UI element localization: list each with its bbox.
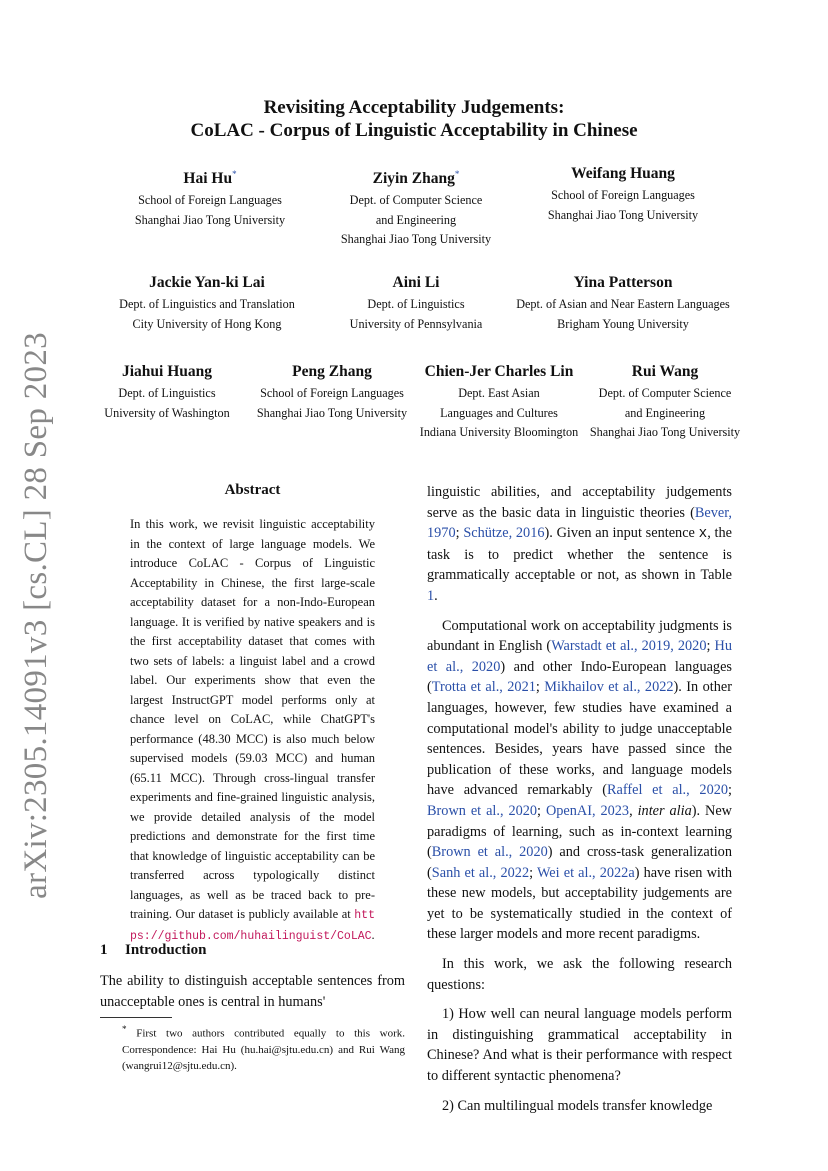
author-block [413,361,585,443]
author-affiliation: Shanghai Jiao Tong University [547,207,699,222]
author-affiliation: Dept. of Linguistics and Translation [119,297,295,311]
paper-title [0,96,828,142]
citation-link[interactable]: Warstadt et al., 2019, 2020 [551,638,707,655]
author-block [316,272,516,334]
author-affiliation: and Engineering [624,405,706,420]
author-affiliation: University of Washington [104,405,230,420]
author-affiliation: Dept. of Asian and Near Eastern Languages [516,297,730,311]
paragraph: In this work, we ask the following research questions: [427,956,732,993]
author-name: Hai Hu* [183,169,237,188]
author-name: Aini Li [392,274,440,291]
author-block [523,163,723,225]
title-line-1: Revisiting Acceptability Judgements: [263,97,565,118]
abstract-body: In this work, we revisit linguistic acceptability in the context of large language models. We introduce CoLAC - Corpus of Linguistic Acceptability in Chinese, the first large-scale acceptability dataset for a non-Indo-European language. It is verified by native speakers and is the first acceptability dataset that comes with two sets of labels: a linguist label and a crowd label. Our experiments show that even the largest InstructGPT model performs only at chance level on CoLAC, while ChatGPT's performance (48.30 MCC) is also much below supervised models (59.03 MCC) and human (65.11 MCC). Through cross-lingual transfer experiments and fine-grained linguistic analysis, we provide detailed analysis of the model predictions and demonstrate for the first time that knowledge of linguistic acceptability can be transferred across typologically distinct languages, as well as be traced back to pre-training. Our dataset is publicly available at https://github.com/huhailinguist/CoLAC. [130,517,375,943]
paragraph: 1) How well can neural language models perform in distinguishing grammatical acceptability in Chinese? And what is their performance with respect to different syntactic phenomena? [427,1006,732,1085]
footnote-rule [100,1017,172,1018]
abstract-text: In this work, we revisit linguistic acceptability in the context of large language models. We introduce CoLAC - Corpus of Linguistic Acceptability in Chinese, the first large-scale acceptability dataset for a non-Indo-European language. It is verified by native speakers and is the first acceptability dataset that comes with two sets of labels: a linguist label and a crowd label. Our experiments show that even the largest InstructGPT model performs only at chance level on CoLAC, while ChatGPT's performance (48.30 MCC) is also much below supervised models (59.03 MCC) and human (65.11 MCC). Through cross-lingual transfer experiments and fine-grained linguistic analysis, we provide detailed analysis of the model predictions and demonstrate for the first time that knowledge of linguistic acceptability can be transferred across typologically distinct languages, as well as be traced back to pre-training. Our dataset is publicly available at [130,517,375,921]
equal-contribution-mark: * [454,169,460,179]
author-affiliation: School of Foreign Languages [138,193,282,208]
author-name: Jiahui Huang [121,363,213,380]
intro-paragraph-left: The ability to distinguish acceptable sentences from unacceptable ones is central in humans' [100,973,405,1010]
dataset-link[interactable]: https://github.com/huhailinguist/CoLAC [130,909,375,943]
paragraph: Computational work on acceptability judgments is abundant in English (Warstadt et al., 2019, 2020; Hu et al., 2020) and other Indo-European languages (Trotta et al., 2021; Mikhailov et al., 2022). In other languages, however, few studies have examined a computational model's ability to judge unacceptable sentences. Besides, years have passed since the publication of these works, and language models have advanced remarkably (Raffel et al., 2020; Brown et al., 2020; OpenAI, 2023, inter alia). New paradigms of learning, such as in-context learning (Brown et al., 2020) and cross-task generalization (Sanh et al., 2022; Wei et al., 2022a) have risen with these new models, but acceptability judgements are yet to be systematically studied in the context of these larger models and more recent paradigms. [427,617,733,943]
footnote [100,1021,405,1074]
citation-link[interactable]: Bever, 1970 [427,504,732,542]
author-block [97,272,317,334]
equal-contribution-mark: * [232,169,237,179]
author-name: Ziyin Zhang* [372,169,460,188]
author-block [503,272,743,334]
title-line-2: CoLAC - Corpus of Linguistic Acceptability in Chinese [190,120,638,141]
citation-link[interactable]: Brown et al., 2020 [431,844,548,861]
footnote-text: First two authors contributed equally to this work. Correspondence: Hai Hu (hu.hai@sjtu.edu.cn) and Rui Wang (wangrui12@sjtu.edu.cn). [122,1027,405,1072]
author-name: Peng Zhang [292,363,372,380]
author-block [247,361,417,423]
section-title: Introduction [125,942,207,958]
citation-link[interactable]: Schütze, 2016 [463,525,545,542]
author-affiliation: Brigham Young University [557,316,689,331]
author-affiliation: Dept. of Linguistics [367,297,465,311]
math-variable: x [698,526,708,543]
citation-link[interactable]: Brown et al., 2020 [427,802,538,819]
table-ref-link[interactable]: 1 [427,587,435,604]
right-column [427,482,732,1125]
author-name: Jackie Yan-ki Lai [149,274,265,291]
citation-link[interactable]: Raffel et al., 2020 [607,782,729,799]
author-affiliation: Languages and Cultures [440,405,558,420]
author-affiliation: Shanghai Jiao Tong University [340,232,492,247]
author-affiliation: Shanghai Jiao Tong University [134,212,286,227]
author-block [585,361,745,443]
paragraph: 2) Can multilingual models transfer knowledge [442,1097,713,1114]
citation-link[interactable]: Mikhailov et al., 2022 [544,679,674,696]
author-affiliation: Dept. of Computer Science [598,386,732,400]
author-affiliation: Dept. East Asian [458,386,540,400]
author-affiliation: and Engineering [375,212,457,227]
section-heading [100,942,206,959]
citation-link[interactable]: Sanh et al., 2022 [431,864,530,881]
section-number: 1 [100,942,108,958]
author-affiliation: Indiana University Bloomington [419,425,579,439]
arxiv-id: arXiv:2305.14091v3 [cs.CL] 28 Sep 2023 [17,331,54,899]
author-affiliation: University of Pennsylvania [349,316,483,331]
citation-link[interactable]: Wei et al., 2022a [536,864,635,881]
author-name: Weifang Huang [571,165,675,182]
author-affiliation: School of Foreign Languages [260,386,404,400]
author-affiliation: School of Foreign Languages [551,188,695,202]
author-affiliation: Dept. of Computer Science [349,193,483,208]
paragraph: linguistic abilities, and acceptability judgements serve as the basic data in linguistic theories (Bever, 1970; Schütze, 2016). Given an input sentence x, the task is to predict whether the sentence is grammatically acceptable or not, as shown in Table 1. [427,484,733,604]
author-name: Chien-Jer Charles Lin [424,363,574,380]
footnote-mark: * [122,1024,127,1034]
author-affiliation: City University of Hong Kong [132,316,282,331]
author-name: Rui Wang [631,363,699,380]
author-affiliation: Shanghai Jiao Tong University [589,425,741,439]
author-affiliation: Shanghai Jiao Tong University [256,405,408,420]
citation-link[interactable]: Hu et al., 2020 [427,638,732,675]
citation-link[interactable]: OpenAI, 2023 [545,802,630,819]
author-affiliation: Dept. of Linguistics [118,386,216,400]
author-block [110,163,310,230]
author-block [316,163,516,250]
author-block [92,361,242,423]
author-name: Yina Patterson [573,274,673,291]
citation-link[interactable]: Trotta et al., 2021 [431,679,536,696]
arxiv-stamp [14,331,58,899]
abstract-heading: Abstract [224,482,281,498]
